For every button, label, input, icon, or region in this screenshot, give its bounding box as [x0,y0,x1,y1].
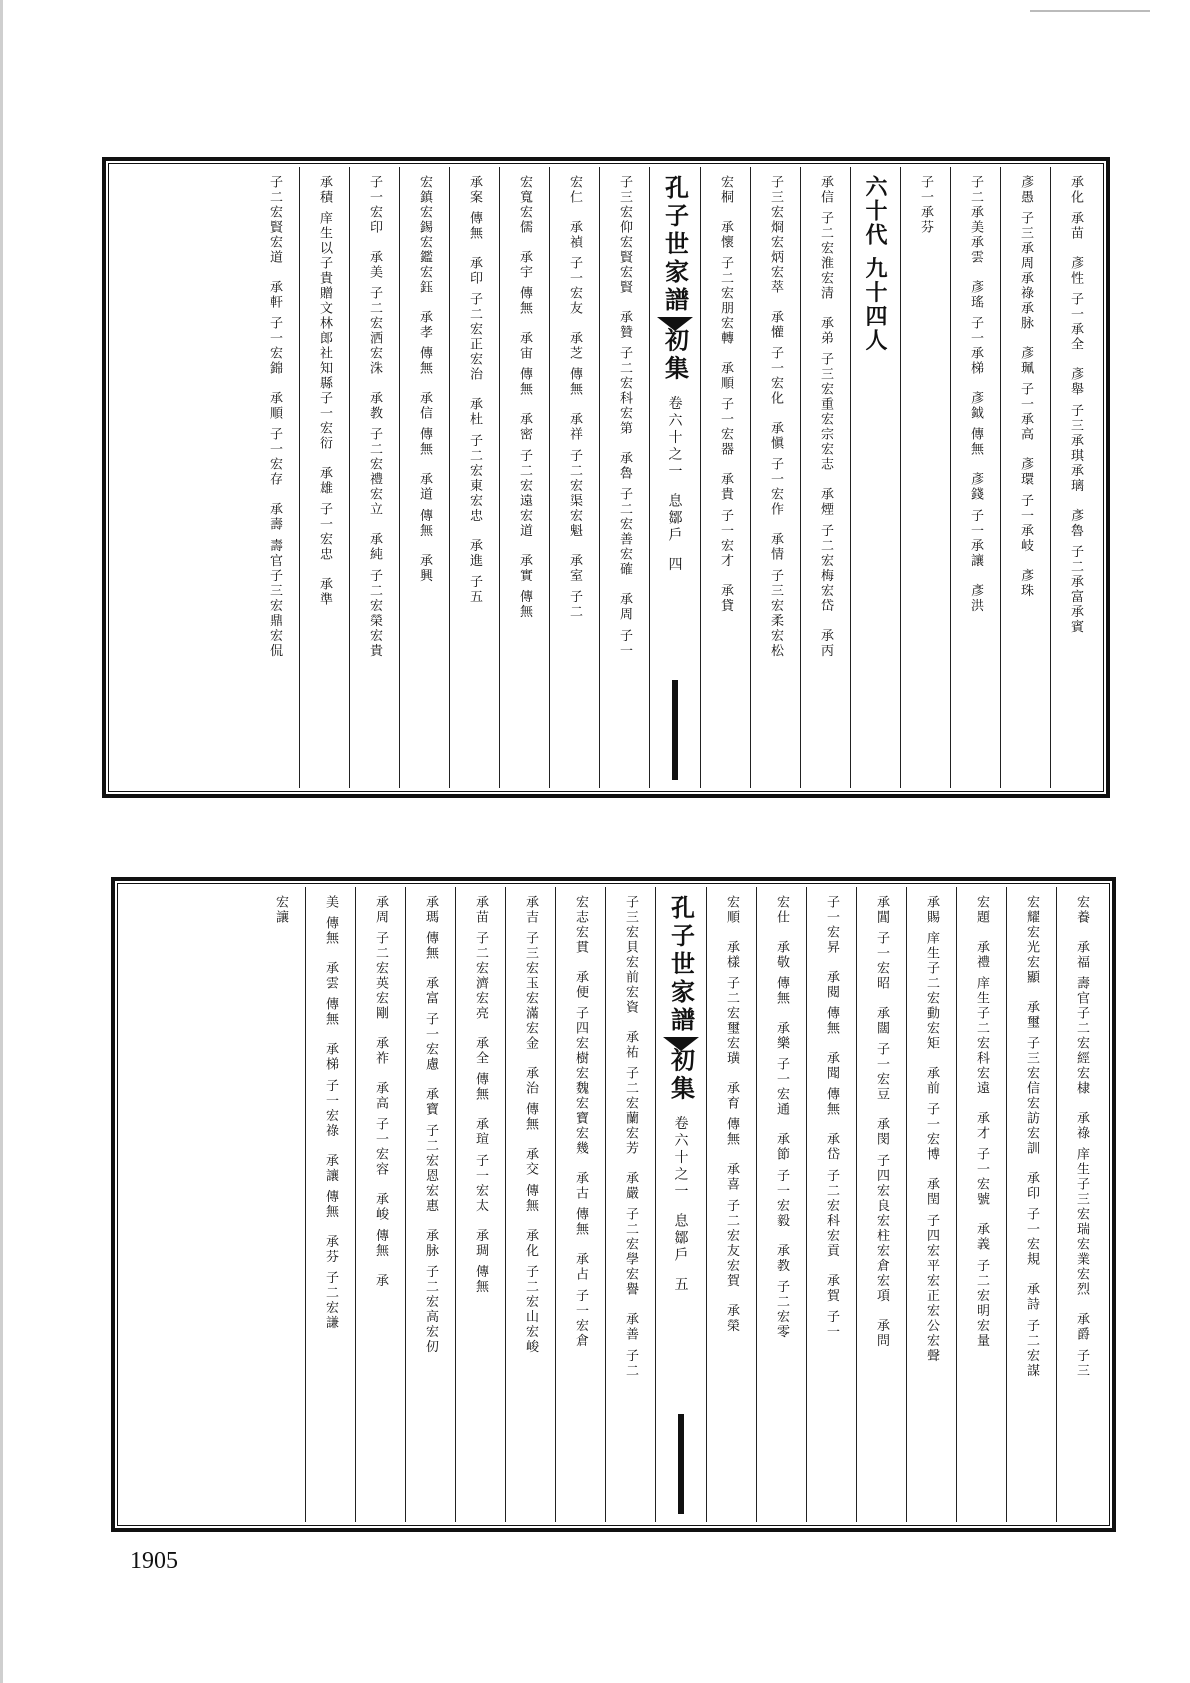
column-grid-top [112,167,1100,788]
genealogy-column [499,167,549,788]
genealogy-column [1056,887,1106,1522]
genealogy-column [1050,167,1100,788]
genealogy-column [250,167,299,788]
center-bar [672,680,678,780]
genealogy-column [1000,167,1050,788]
column-text: 承積 庠生以子貴贈文林郎社知縣子一宏衍 承雄 子一宏忠 承準 [317,175,332,608]
column-text: 彥愚 子三承周承祿承脉 彥珮 子一承高 彥環 子一承岐 彥珠 [1018,175,1033,599]
column-text: 子一宏印 承美 子二宏洒宏洙 承教 子二宏禮宏立 承純 子二宏榮宏貴 [367,175,382,659]
genealogy-column [900,167,950,788]
genealogy-column [505,887,555,1522]
center-fold-text [664,895,699,1294]
center-fold-text [658,175,693,574]
genealogy-column [1006,887,1056,1522]
genealogy-column [399,167,449,788]
genealogy-column [449,167,499,788]
column-text: 子一承芬 [918,175,933,235]
column-text: 宏仁 承禎 子一宏友 承芝 傳無 承祥 子二宏渠宏魁 承室 子二 [567,175,582,620]
column-text: 宏養 承福 壽官子二宏經宏棣 承祿 庠生子三宏瑞宏業宏烈 承爵 子三 [1074,895,1089,1379]
genealogy-column [950,167,1000,788]
center-fold-column [649,167,700,788]
column-text: 美 傳無 承雲 傳無 承梯 子一宏祿 承讓 傳無 承芬 子二宏謙 [323,895,338,1331]
book-title: 孔子世家譜 [660,175,690,315]
column-text: 承賜 庠生子二宏動宏矩 承前 子一宏博 承閏 子四宏平宏正宏公宏聲 [924,895,939,1364]
center-bar [678,1414,684,1514]
column-grid-bottom [121,887,1106,1522]
column-text: 宏寬宏儒 承宇 傳無 承宙 傳無 承密 子二宏遠宏道 承實 傳無 [517,175,532,620]
column-text: 承信 子二宏淮宏清 承弟 子三宏重宏宗宏志 承煙 子二宏梅宏岱 承丙 [818,175,833,659]
column-text: 承瑪 傳無 承富 子一宏慮 承寶 子二宏恩宏惠 承脉 子二宏高宏仞 [423,895,438,1355]
scan-mark [1030,10,1150,12]
genealogy-column [349,167,399,788]
column-text: 承周 子二宏英宏剛 承祚 承高 子一宏容 承峻 傳無 承 [373,895,388,1289]
column-text: 宏志宏貫 承便 子四宏樹宏魏宏寶宏幾 承古 傳無 承占 子一宏倉 [573,895,588,1349]
center-fold-column [655,887,706,1522]
column-text: 承吉 子三宏玉宏滿宏金 承治 傳無 承交 傳無 承化 子二宏山宏峻 [523,895,538,1355]
genealogy-column [455,887,505,1522]
genealogy-column [599,167,649,788]
genealogy-column [299,167,349,788]
genealogy-column [800,167,850,788]
book-part: 初集 [666,1047,696,1104]
genealogy-column [355,887,405,1522]
column-text: 子二宏賢宏道 承軒 子一宏錦 承順 子一宏存 承壽 壽官子三宏鼎宏侃 [267,175,282,659]
genealogy-column [756,887,806,1522]
genealogy-column [700,167,750,788]
column-text: 宏順 承樣 子二宏璽宏璜 承育 傳無 承喜 子二宏友宏賀 承榮 [724,895,739,1334]
column-text: 宏耀宏光宏顯 承璽 子三宏信宏訪宏訓 承印 子一宏規 承詩 子二宏謀 [1024,895,1039,1379]
folio-number: 1905 [130,1548,178,1574]
column-text: 子三宏貝宏前宏資 承祐 子二宏蘭宏芳 承嚴 子二宏學宏譽 承善 子二 [623,895,638,1379]
column-text: 承苗 子二宏濟宏亮 承全 傳無 承瑄 子一宏太 承琱 傳無 [473,895,488,1295]
column-text: 承閶 子一宏昭 承闊 子一宏豆 承閔 子四宏良宏柱宏倉宏項 承問 [874,895,889,1349]
book-title: 孔子世家譜 [666,895,696,1035]
genealogy-column [305,887,355,1522]
volume-label: 卷六十之一 [666,395,683,481]
section-label: 息鄒戶 [666,493,683,545]
column-text: 子三宏烱宏炳宏萃 承懽 子一宏化 承愼 子一宏作 承情 子三宏柔宏松 [768,175,783,659]
genealogy-column [405,887,455,1522]
book-part: 初集 [660,327,690,384]
column-text: 承化 承苗 彥性 子一承全 彥舉 子三承琪承璃 彥魯 子二承富承賓 [1068,175,1083,635]
column-text: 子二承美承雲 彥瑤 子一承梯 彥鉞 傳無 彥錢 子一承讓 彥洪 [968,175,983,614]
genealogy-column [555,887,605,1522]
generation-heading: 六十代 九十四人 [862,175,888,353]
column-text: 承案 傳無 承印 子二宏正宏治 承杜 子二宏東宏忠 承進 子五 [467,175,482,605]
volume-label: 卷六十之一 [672,1115,689,1201]
column-text: 宏鎮宏錫宏鑑宏鈺 承孝 傳無 承信 傳無 承道 傳無 承興 [417,175,432,584]
genealogy-column [706,887,756,1522]
section-label: 息鄒戶 [672,1213,689,1265]
page-number: 五 [672,1276,689,1295]
column-text: 子三宏仰宏賢宏賢 承贊 子二宏科宏第 承魯 子二宏善宏確 承周 子一 [617,175,632,659]
column-text: 子一宏昇 承閱 傳無 承聞 傳無 承岱 子二宏科宏貢 承賀 子一 [824,895,839,1340]
genealogy-column [856,887,906,1522]
genealogy-column [549,167,599,788]
genealogy-column [906,887,956,1522]
page-panel-top [102,157,1110,798]
page-panel-bottom [111,877,1116,1532]
generation-heading-column [850,167,900,788]
genealogy-column [256,887,305,1522]
fishtail-mark [663,1037,699,1051]
genealogy-column [750,167,800,788]
scan-edge-line [0,0,3,1683]
column-text: 宏題 承禮 庠生子二宏科宏遠 承才 子一宏號 承義 子二宏明宏量 [974,895,989,1349]
genealogy-column [605,887,655,1522]
genealogy-column [956,887,1006,1522]
column-text: 宏仕 承敬 傳無 承樂 子一宏通 承節 子一宏毅 承教 子二宏零 [774,895,789,1340]
fishtail-mark [657,317,693,331]
genealogy-column [806,887,856,1522]
column-text: 宏桐 承懷 子二宏朋宏轉 承順 子一宏器 承貴 子一宏才 承貸 [718,175,733,614]
column-text: 宏讓 [273,895,288,925]
page-number: 四 [666,556,683,575]
